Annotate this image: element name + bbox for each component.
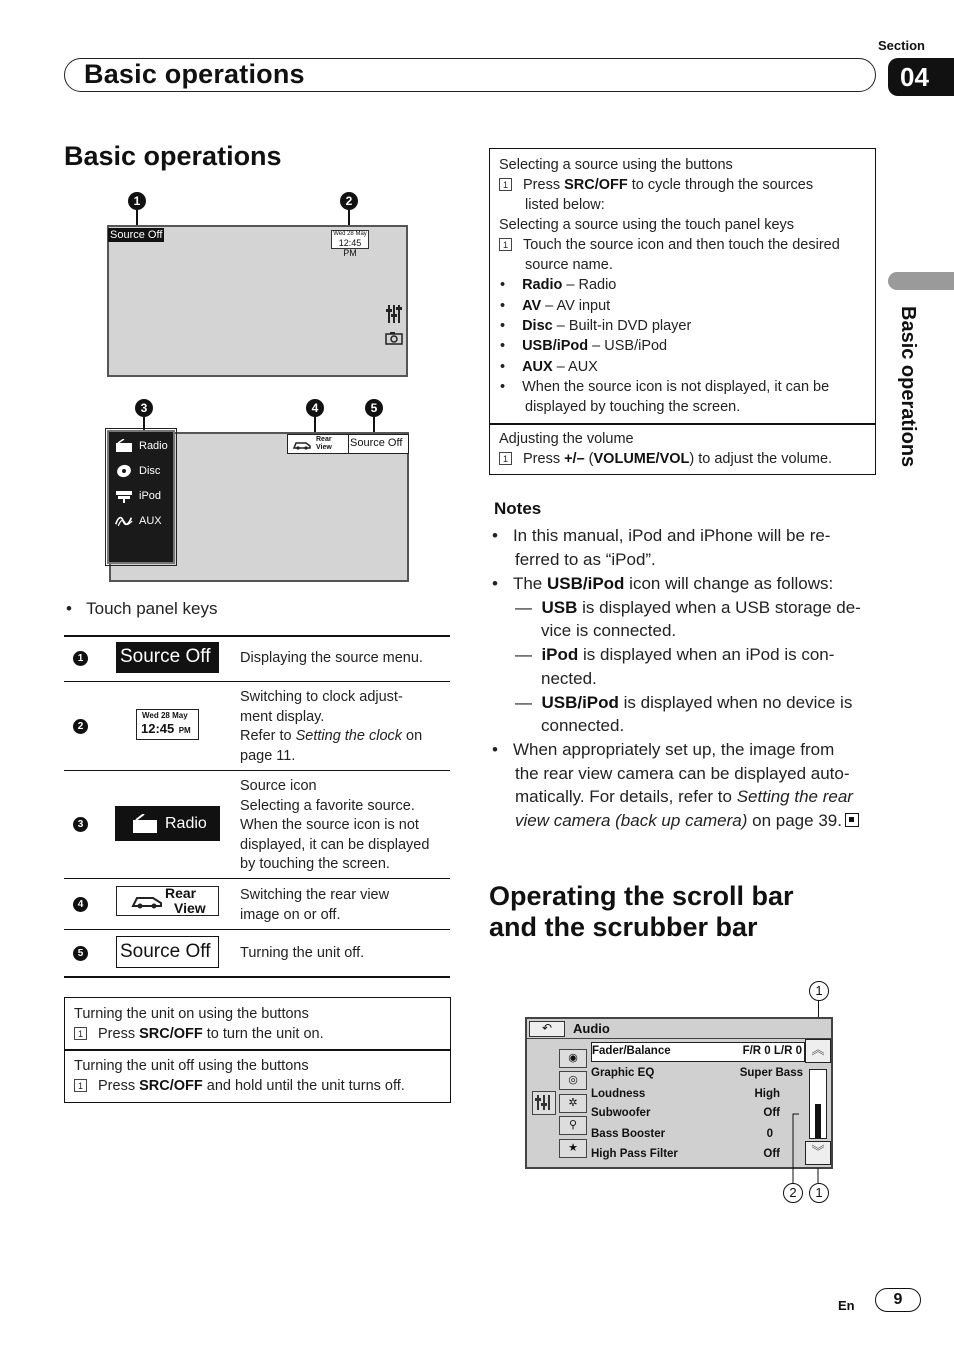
- sliders-icon[interactable]: [532, 1091, 556, 1115]
- main-heading: Basic operations: [64, 141, 282, 171]
- callout-4: 4: [306, 399, 324, 417]
- key-source-off-white: Source Off: [116, 936, 219, 968]
- source-item-aux[interactable]: [115, 514, 162, 528]
- note-dash-cont: nected.: [541, 669, 597, 688]
- source-list-item: • AV – AV input: [500, 298, 611, 314]
- callout-scroll-down: 1: [809, 1183, 829, 1203]
- disc-icon: [115, 464, 133, 478]
- on-title: Turning the unit on using the buttons: [74, 1006, 309, 1022]
- back-button[interactable]: [529, 1021, 565, 1037]
- menu-row-eq[interactable]: Graphic EQ Super Bass: [591, 1067, 803, 1079]
- clock-display[interactable]: [331, 230, 369, 258]
- note-cont: view camera (back up camera) on page 39.: [515, 809, 859, 833]
- source-box: [489, 148, 876, 475]
- rear-view-button[interactable]: [287, 434, 349, 454]
- key-radio-label: Radio: [165, 815, 207, 832]
- chevron-down-icon: ︾: [811, 1144, 825, 1159]
- box-divider: [490, 423, 875, 425]
- touch-panel-bullet: • Touch panel keys: [66, 599, 218, 618]
- back-arrow-icon: ↶: [541, 1021, 553, 1035]
- menu-row-loudness[interactable]: Loudness High: [591, 1088, 780, 1100]
- note-dash-cont: connected.: [541, 716, 625, 735]
- audio-titlebar: [527, 1019, 831, 1039]
- off-step: 1 Press SRC/OFF and hold until the unit turns off.: [74, 1076, 405, 1096]
- settings-icon[interactable]: ✲: [559, 1094, 587, 1113]
- step-buttons-cont: listed below:: [525, 197, 605, 213]
- note-dash: — USB is displayed when a USB storage de-: [515, 598, 861, 617]
- key-source-off: Source Off: [116, 642, 219, 673]
- note-cont: ferred to as “iPod”.: [515, 550, 656, 569]
- note-dash: — iPod is displayed when an iPod is con-: [515, 645, 835, 664]
- step-touch: 1 Touch the source icon and then touch the desired: [499, 235, 840, 255]
- table-rule: [64, 770, 450, 771]
- step-buttons: 1 Press SRC/OFF to cycle through the sources: [499, 175, 813, 195]
- table-row-num: 1: [73, 651, 88, 666]
- table-row-num: 3: [73, 817, 88, 832]
- note-dash: — USB/iPod is displayed when no device is: [515, 693, 853, 712]
- touch-title: Selecting a source using the touch panel keys: [499, 217, 795, 233]
- table-rule: [64, 878, 450, 879]
- note-bullet: • The USB/iPod icon will change as follows:: [492, 574, 834, 593]
- callout-scrubber: 2: [783, 1183, 803, 1203]
- side-tab-marker: [888, 272, 954, 290]
- source-off-button[interactable]: Source Off: [110, 229, 163, 241]
- note-dash-cont: vice is connected.: [541, 621, 677, 640]
- volume-title: Adjusting the volume: [499, 431, 634, 447]
- section-label: Section: [878, 38, 925, 53]
- table-top-rule: [64, 635, 450, 637]
- buttons-title: Selecting a source using the buttons: [499, 157, 733, 173]
- footer-language: En: [838, 1298, 855, 1313]
- note-bullet: • When appropriately set up, the image from: [492, 740, 835, 759]
- touch-panel-label: Touch panel keys: [86, 599, 218, 618]
- source-off-button-2[interactable]: Source Off: [348, 434, 409, 454]
- off-title: Turning the unit off using the buttons: [74, 1058, 309, 1074]
- radio-icon: [132, 814, 158, 834]
- menu-row-subwoofer[interactable]: Subwoofer Off: [591, 1107, 780, 1119]
- key-clock-date: Wed 28 May: [142, 711, 188, 720]
- disc-icon[interactable]: ◉: [559, 1049, 587, 1068]
- rear-view-label: Rear View: [316, 436, 332, 451]
- scroll-up-button[interactable]: [805, 1039, 831, 1063]
- callout-3-leader: [143, 417, 145, 431]
- radio-icon: [115, 439, 133, 453]
- usb-icon: [115, 489, 133, 503]
- source-note: • When the source icon is not displayed, it can be: [500, 379, 830, 395]
- source-list-item: • USB/iPod – USB/iPod: [500, 338, 668, 354]
- menu-row-fader[interactable]: Fader/Balance F/R 0 L/R 0: [591, 1042, 805, 1062]
- sliders-icon[interactable]: [386, 303, 402, 325]
- table-row-desc: Source icon Selecting a favorite source. When the source icon is not displayed, it can be displayed by touching the screen.: [240, 778, 430, 872]
- car-icon: [292, 440, 312, 450]
- on-off-box: [64, 997, 451, 1103]
- callout-5: 5: [365, 399, 383, 417]
- header-title: Basic operations: [84, 59, 305, 89]
- dvd-icon[interactable]: ◎: [559, 1071, 587, 1090]
- table-row-num: 5: [73, 946, 88, 961]
- callout-leaders-bottom: [785, 1108, 825, 1188]
- key-rear-line2: View: [174, 900, 206, 916]
- table-row-num: 4: [73, 897, 88, 912]
- clock-time: 12:45 PM: [338, 238, 362, 258]
- footer-page-number: 9: [875, 1288, 921, 1312]
- table-row-desc: Displaying the source menu.: [240, 650, 423, 666]
- key-clock-time: 12:45: [141, 721, 175, 736]
- chevron-up-icon: ︽: [811, 1042, 825, 1057]
- menu-row-hpf[interactable]: High Pass Filter Off: [591, 1148, 780, 1160]
- key-radio: [115, 806, 220, 841]
- screen-top: [107, 225, 408, 377]
- car-icon: [131, 894, 163, 910]
- on-step: 1 Press SRC/OFF to turn the unit on.: [74, 1024, 324, 1044]
- table-rule: [64, 929, 450, 930]
- table-rule: [64, 681, 450, 682]
- source-item-disc[interactable]: [115, 464, 160, 478]
- camera-icon[interactable]: [385, 331, 403, 345]
- step-touch-cont: source name.: [525, 257, 613, 273]
- source-item-radio[interactable]: [115, 439, 168, 453]
- key-clock: [136, 709, 199, 740]
- callout-5-leader: [373, 417, 375, 433]
- volume-step: 1 Press +/– (VOLUME/VOL) to adjust the volume.: [499, 449, 832, 469]
- source-item-label: AUX: [139, 515, 162, 527]
- favorite-icon[interactable]: ★: [559, 1139, 587, 1158]
- end-mark-icon: [845, 813, 859, 827]
- callout-scroll-up: 1: [809, 981, 829, 1001]
- table-bottom-rule: [64, 976, 450, 978]
- speaker-icon[interactable]: ⚲: [559, 1116, 587, 1135]
- source-list-item: • AUX – AUX: [500, 359, 598, 375]
- callout-1: 1: [128, 192, 146, 210]
- table-row-desc: Switching the rear view image on or off.: [240, 887, 390, 923]
- source-item-ipod[interactable]: [115, 489, 161, 503]
- note-cont: the rear view camera can be displayed auto-: [515, 764, 850, 783]
- callout-4-leader: [314, 417, 316, 433]
- scroll-heading: Operating the scroll bar and the scrubber bar: [489, 881, 794, 942]
- notes-title: Notes: [494, 499, 542, 518]
- table-row-num: 2: [73, 719, 88, 734]
- source-list-item: • Disc – Built-in DVD player: [500, 318, 692, 334]
- table-row-desc: Switching to clock adjust- ment display. Refer to Setting the clock on page 11.: [240, 689, 423, 764]
- audio-menu-title: Audio: [573, 1021, 610, 1036]
- aux-icon: [115, 514, 133, 528]
- menu-row-bass-booster[interactable]: Bass Booster 0: [591, 1128, 773, 1140]
- key-rear-line1: Rear: [165, 885, 197, 901]
- callout-2: 2: [340, 192, 358, 210]
- note-bullet: • In this manual, iPod and iPhone will be re-: [492, 526, 831, 545]
- source-note-cont: displayed by touching the screen.: [525, 399, 741, 415]
- source-list-item: • Radio – Radio: [500, 277, 617, 293]
- source-item-label: Radio: [139, 440, 168, 452]
- source-item-label: iPod: [139, 490, 162, 502]
- box-divider: [65, 1049, 450, 1051]
- side-tab-label: Basic operations: [897, 306, 919, 468]
- source-item-label: Disc: [139, 465, 161, 477]
- key-rear-view: [116, 886, 219, 916]
- section-number: 04: [888, 58, 954, 96]
- note-cont: matically. For details, refer to Setting the rear: [515, 787, 853, 806]
- key-clock-ampm: PM: [178, 726, 191, 735]
- table-row-desc: Turning the unit off.: [240, 945, 365, 961]
- source-menu: [107, 430, 175, 564]
- callout-3: 3: [135, 399, 153, 417]
- clock-date: Wed 28 May: [333, 231, 367, 237]
